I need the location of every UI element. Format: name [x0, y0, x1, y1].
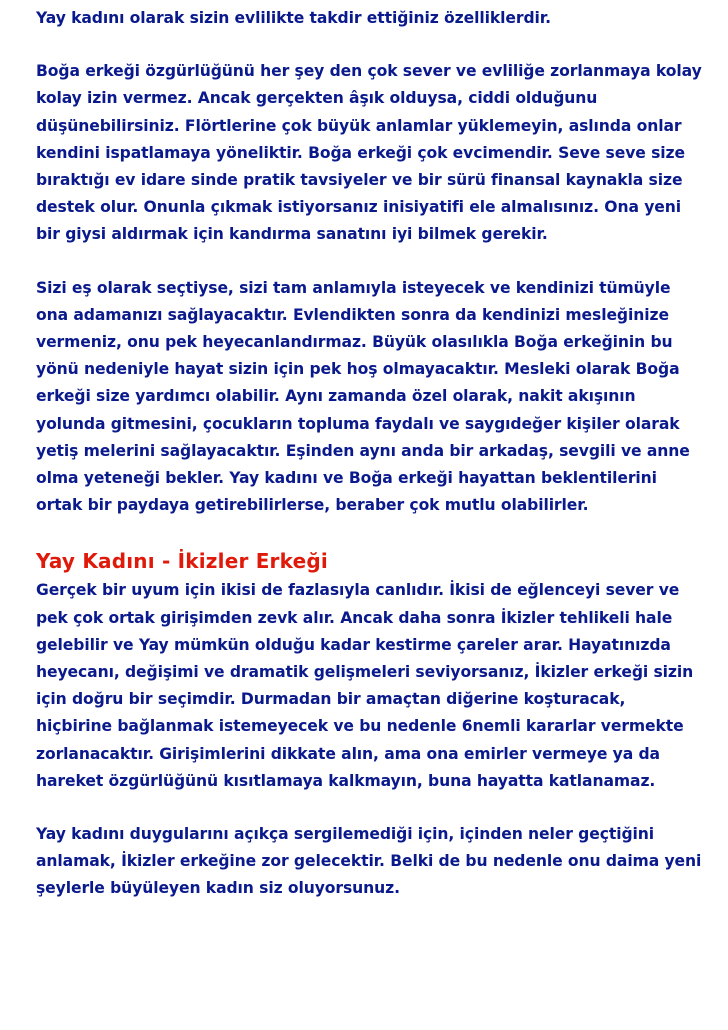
paragraph-spacer — [36, 519, 706, 545]
paragraph-spacer — [36, 249, 706, 275]
intro-line: Yay kadını olarak sizin evlilikte takdir ettiğiniz özelliklerdir. — [36, 9, 551, 27]
section-heading: Yay Kadını - İkizler Erkeği — [36, 549, 328, 574]
document-page — [36, 0, 706, 903]
paragraph-spacer — [36, 32, 706, 58]
gemini-paragraph-2: Yay kadını duygularını açıkça sergilemediği için, içinden neler geçtiğini anlamak, İkizler erkeğine zor gelecektir. Belki de bu nedenle onu daima yeni şeylerle büyüleyen kadın siz oluyorsunuz. — [36, 825, 702, 898]
taurus-paragraph-1: Boğa erkeği özgürlüğünü her şey den çok sever ve evliliğe zorlanmaya kolay kolay izin vermez. Ancak gerçekten âşık olduysa, ciddi olduğunu düşünebilirsiniz. Flörtlerine çok büyük anlamlar yüklemeyin, aslında onlar kendini ispatlamaya yöneliktir. Boğa erkeği çok evcimendir. Seve seve size bıraktığı ev idare sinde pratik tavsiyeler ve bir sürü finansal kaynakla size destek olur. Onunla çıkmak istiyorsanız inisiyatifi ele almalısınız. Ona yeni bir giysi aldırmak için kandırma sanatını iyi bilmek gerekir. — [36, 62, 702, 244]
gemini-paragraph-1: Gerçek bir uyum için ikisi de fazlasıyla canlıdır. İkisi de eğlenceyi sever ve pek çok ortak girişimden zevk alır. Ancak daha sonra İkizler tehlikeli hale gelebilir ve Yay mümkün olduğu kadar kestirme çareler arar. Hayatınızda heyecanı, değişimi ve dramatik gelişmeleri seviyorsanız, İkizler erkeği sizin için doğru bir seçimdir. Durmadan bir amaçtan diğerine koşturacak, hiçbirine bağlanmak istemeyecek ve bu nedenle 6nemli kararlar vermekte zorlanacaktır. Girişimlerini dikkate alın, ama ona emirler vermeye ya da hareket özgürlüğünü kısıtlamaya kalkmayın, buna hayatta katlanamaz. — [36, 581, 694, 790]
paragraph-spacer — [36, 795, 706, 821]
taurus-paragraph-2: Sizi eş olarak seçtiyse, sizi tam anlamıyla isteyecek ve kendinizi tümüyle ona adamanızı sağlayacaktır. Evlendikten sonra da kendinizi mesleğinize vermeniz, onu pek heyecanlandırmaz. Büyük olasılıkla Boğa erkeğinin bu yönü nedeniyle hayat sizin için pek hoş olmayacaktır. Mesleki olarak Boğa erkeği size yardımcı olabilir. Aynı zamanda özel olarak, nakit akışının yolunda gitmesini, çocukların topluma faydalı ve saygıdeğer kişiler olarak yetiş melerini sağlayacaktır. Eşinden aynı anda bir arkadaş, sevgili ve anne olma yeteneği bekler. Yay kadını ve Boğa erkeği hayattan beklentilerini ortak bir paydaya getirebilirlerse, beraber çok mutlu olabilirler. — [36, 278, 690, 515]
